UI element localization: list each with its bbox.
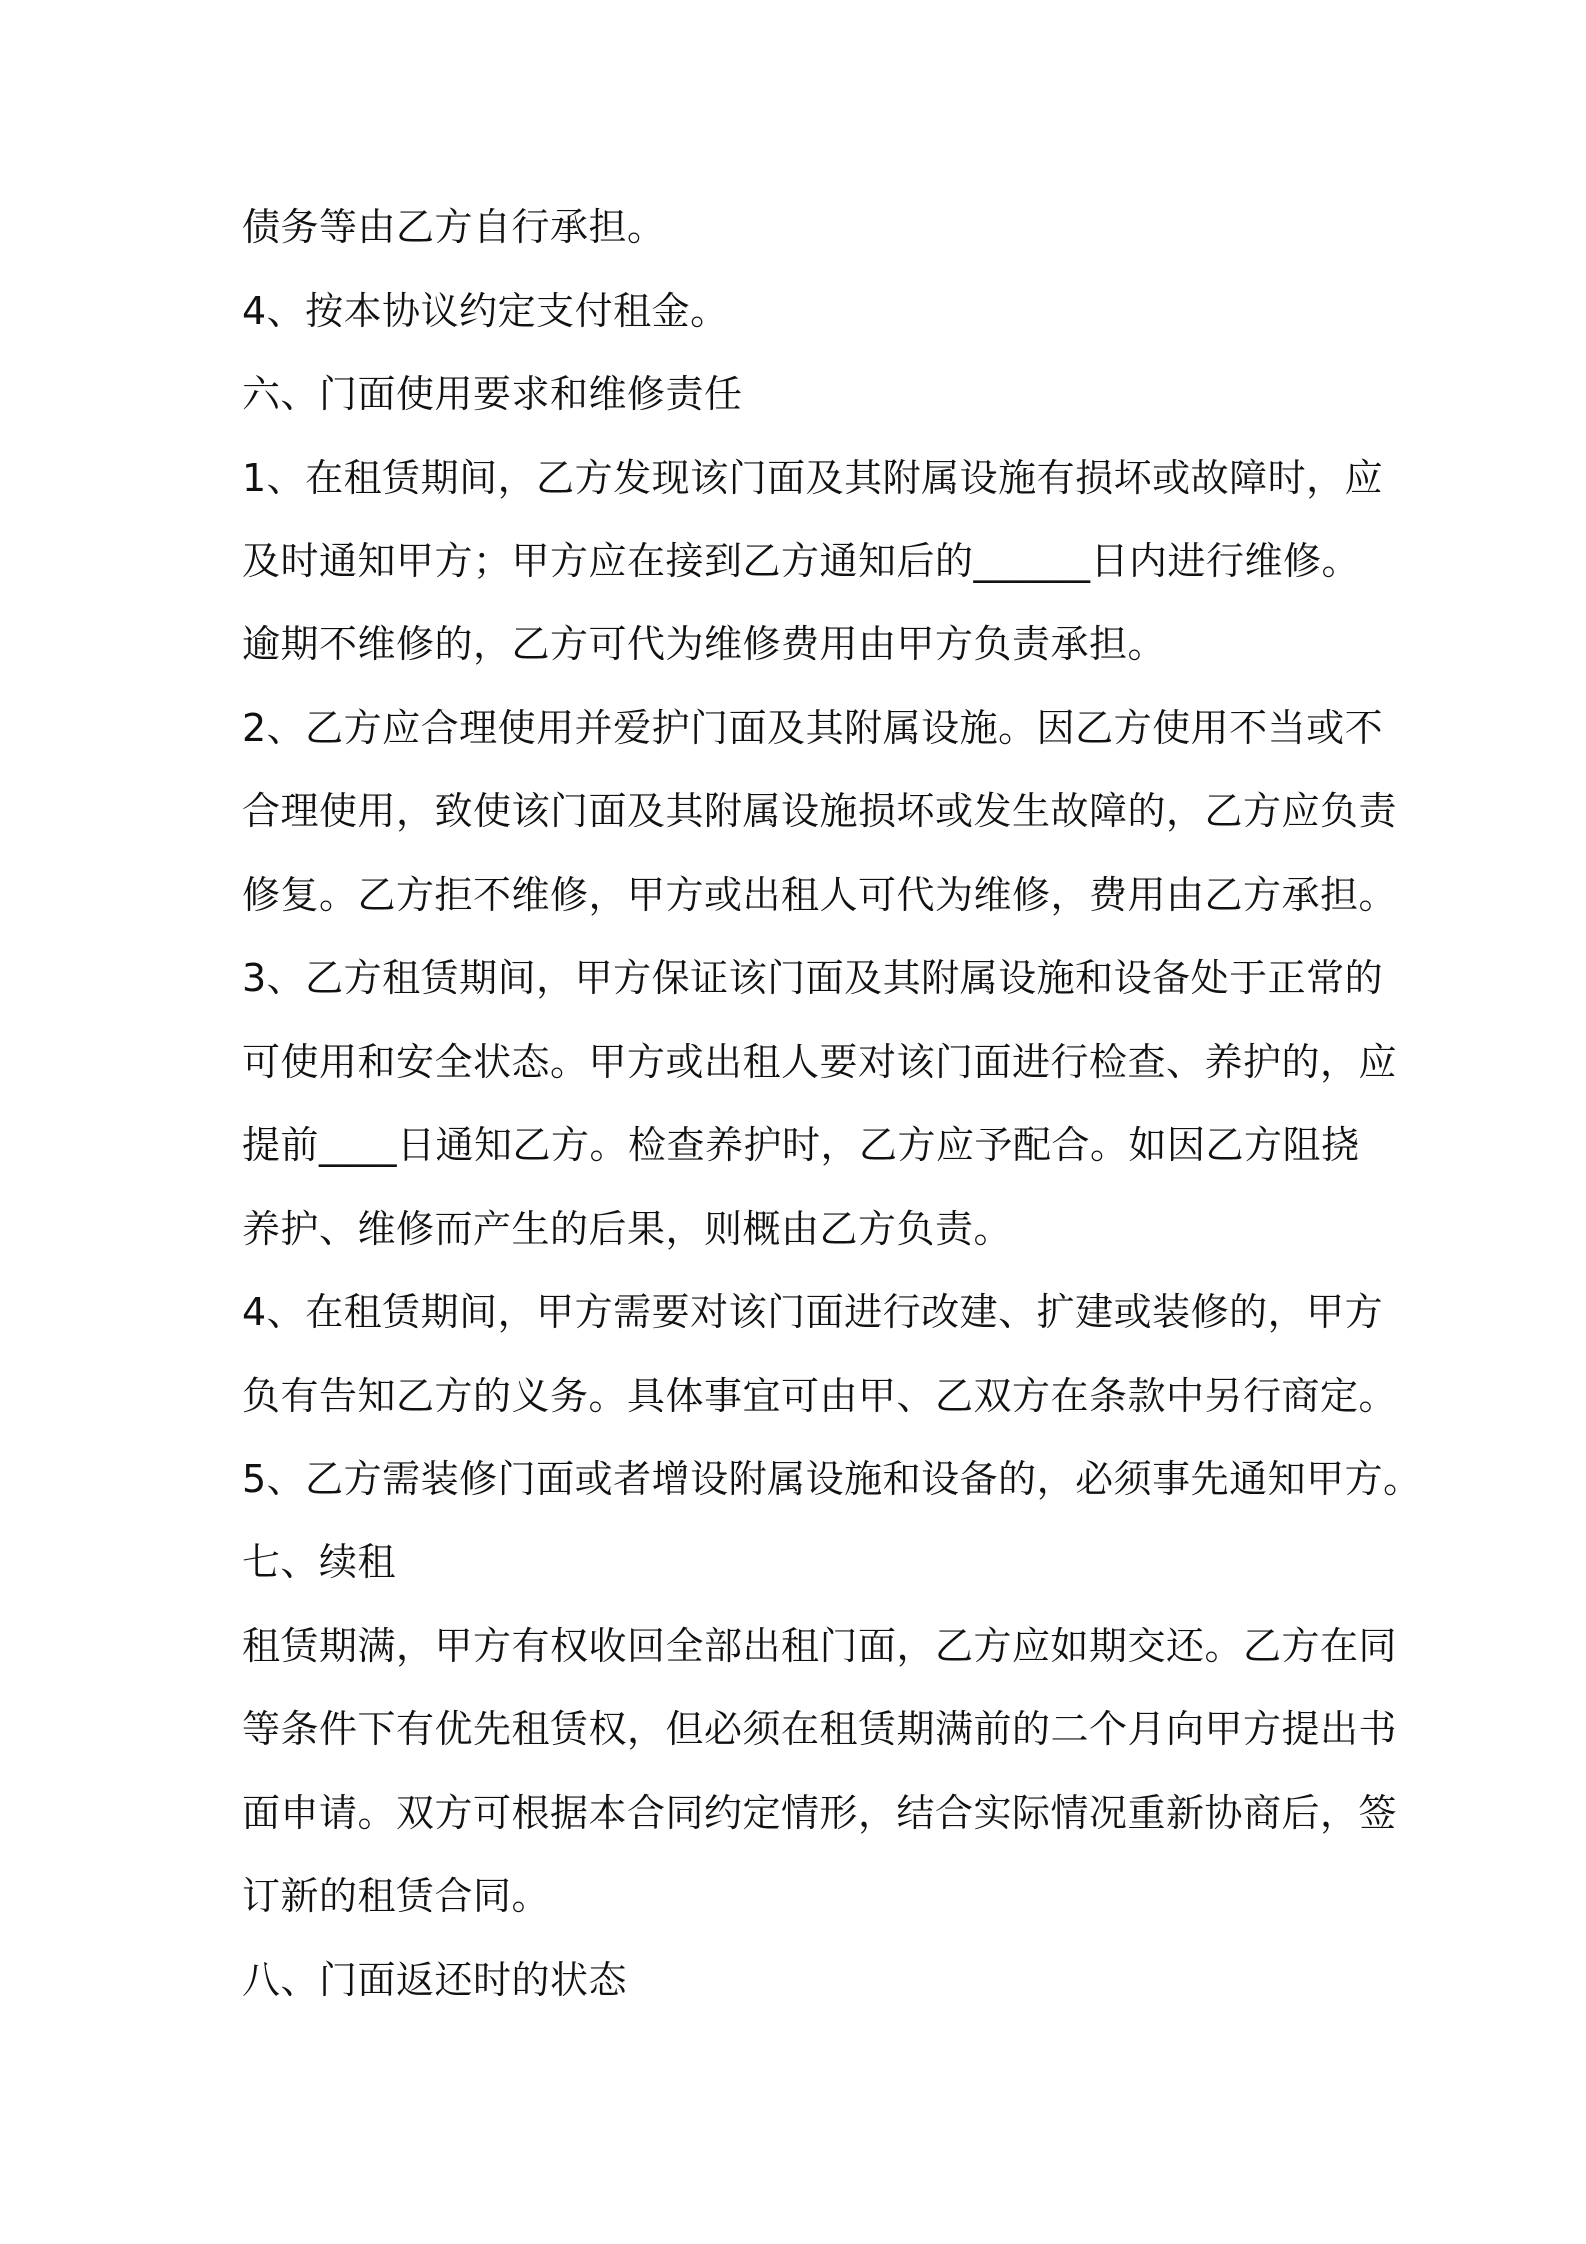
section-heading: 六、门面使用要求和维修责任	[242, 372, 743, 416]
text-line: 负有告知乙方的义务。具体事宜可由甲、乙双方在条款中另行商定。	[242, 1374, 1398, 1418]
text-line: 3、乙方租赁期间，甲方保证该门面及其附属设施和设备处于正常的	[242, 956, 1384, 1000]
text-line: 租赁期满，甲方有权收回全部出租门面，乙方应如期交还。乙方在同	[242, 1624, 1398, 1668]
text-line: 养护、维修而产生的后果，则概由乙方负责。	[242, 1207, 1013, 1251]
text-line: 提前____日通知乙方。检查养护时，乙方应予配合。如因乙方阻挠	[242, 1123, 1360, 1167]
text-line: 修复。乙方拒不维修，甲方或出租人可代为维修，费用由乙方承担。	[242, 873, 1398, 917]
text-line: 及时通知甲方；甲方应在接到乙方通知后的______日内进行维修。	[242, 539, 1361, 583]
text-line: 4、在租赁期间，甲方需要对该门面进行改建、扩建或装修的，甲方	[242, 1290, 1384, 1334]
text-line: 可使用和安全状态。甲方或出租人要对该门面进行检查、养护的，应	[242, 1040, 1398, 1084]
text-line: 5、乙方需装修门面或者增设附属设施和设备的，必须事先通知甲方。	[242, 1457, 1422, 1501]
section-heading: 八、门面返还时的状态	[242, 1958, 628, 2002]
text-line: 面申请。双方可根据本合同约定情形，结合实际情况重新协商后，签	[242, 1791, 1398, 1835]
text-line: 1、在租赁期间，乙方发现该门面及其附属设施有损坏或故障时，应	[242, 456, 1384, 500]
text-line: 债务等由乙方自行承担。	[242, 205, 666, 249]
text-line: 合理使用，致使该门面及其附属设施损坏或发生故障的，乙方应负责	[242, 789, 1398, 833]
text-line: 2、乙方应合理使用并爱护门面及其附属设施。因乙方使用不当或不	[242, 706, 1384, 750]
text-line: 4、按本协议约定支付租金。	[242, 289, 729, 333]
text-line: 订新的租赁合同。	[242, 1874, 551, 1918]
text-line: 等条件下有优先租赁权，但必须在租赁期满前的二个月向甲方提出书	[242, 1707, 1398, 1751]
section-heading: 七、续租	[242, 1540, 397, 1584]
text-line: 逾期不维修的，乙方可代为维修费用由甲方负责承担。	[242, 622, 1167, 666]
